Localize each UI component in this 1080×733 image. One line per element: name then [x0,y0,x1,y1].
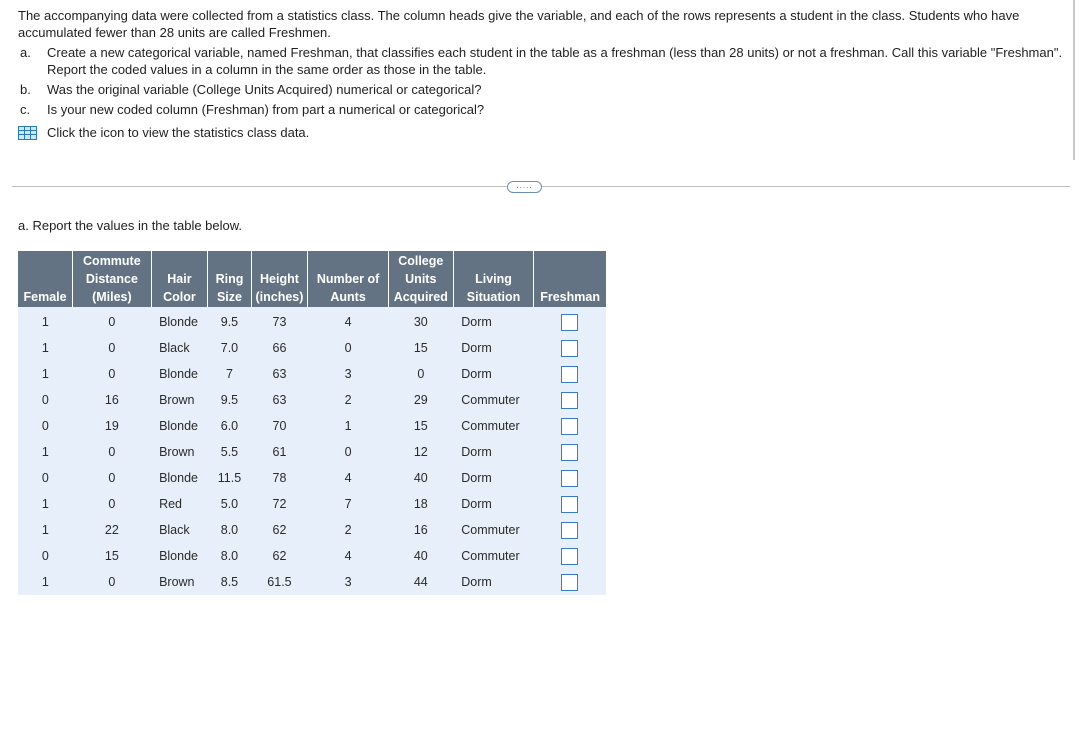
column-header [18,251,73,307]
table-cell: 63 [272,393,287,407]
freshman-cell [534,517,606,543]
table-cell: 0 [108,471,116,485]
freshman-cell [534,387,606,413]
column-header [151,251,208,307]
question-a [18,44,1063,78]
freshman-cell [534,361,606,387]
table-cell: Red [159,497,182,511]
table-cell: Commuter [461,523,520,537]
column-header-line: College [398,254,444,268]
table-cell: 9.5 [220,315,239,329]
table-cell: Commuter [461,419,520,433]
intro-text: The accompanying data were collected from a statistics class. The column heads give the variable, and each of the rows represents a student in the class. Students who have accumulated fewer than 28 units are called Freshmen. [18,8,1020,40]
column-header-line: Hair [167,272,192,286]
table-cell: Dorm [461,315,492,329]
question-c-label: c. [20,102,31,117]
table-cell: 1 [41,523,49,537]
table-cell: Brown [159,393,195,407]
freshman-cell [534,465,606,491]
table-cell: 0 [41,471,49,485]
table-cell: 0 [108,575,116,589]
table-cell: 40 [413,549,428,563]
table-cell: 5.0 [220,497,239,511]
table-row [18,491,606,517]
table-cell: Commuter [461,549,520,563]
table-cell: 8.0 [220,549,239,563]
column-header-line: Freshman [540,290,600,304]
table-cell: 0 [108,367,116,381]
table-cell: 62 [272,523,287,537]
column-header-line: Acquired [393,290,448,304]
table-cell: 1 [41,445,49,459]
table-cell: 63 [272,367,287,381]
table-cell: 29 [413,393,428,407]
table-cell: 0 [108,315,116,329]
table-cell: 78 [272,471,287,485]
table-row [18,335,606,361]
table-cell: 18 [413,497,428,511]
table-cell: 15 [104,549,119,563]
column-header-line: Living [475,272,512,286]
column-header-line: (inches) [255,290,304,304]
freshman-answer-input[interactable] [561,366,578,383]
table-cell: 11.5 [217,471,242,485]
table-row [18,413,606,439]
table-cell: 1 [41,497,49,511]
table-cell: Dorm [461,367,492,381]
table-cell: 3 [344,575,352,589]
table-row [18,307,606,335]
table-cell: 15 [413,341,428,355]
column-header-line: Female [23,290,67,304]
table-cell: 1 [344,419,352,433]
table-cell: 2 [344,393,352,407]
table-cell: Dorm [461,575,492,589]
table-cell: Brown [159,445,195,459]
table-row [18,517,606,543]
freshman-cell [534,413,606,439]
table-cell: 0 [108,497,116,511]
column-header-line: Units [405,272,437,286]
table-cell: 0 [41,549,49,563]
column-header-line: Ring [215,272,244,286]
table-cell: Brown [159,575,195,589]
column-header [453,251,533,307]
freshman-answer-input[interactable] [561,522,578,539]
table-cell: 22 [104,523,119,537]
table-cell: Dorm [461,341,492,355]
column-header-line: Height [260,272,299,286]
column-header [208,251,251,307]
column-header-line: (Miles) [92,290,132,304]
view-data-link-text[interactable]: Click the icon to view the statistics class data. [47,125,310,140]
table-cell: 1 [41,575,49,589]
table-cell: 61.5 [267,575,292,589]
table-cell: 0 [41,419,49,433]
table-cell: 6.0 [220,419,239,433]
table-cell: 4 [344,471,352,485]
question-b-text: Was the original variable (College Units Acquired) numerical or categorical? [47,82,482,97]
freshman-answer-input[interactable] [561,548,578,565]
freshman-answer-input[interactable] [561,392,578,409]
table-cell: Dorm [461,497,492,511]
table-cell: Commuter [461,393,520,407]
column-header-line: Commute [83,254,141,268]
freshman-answer-input[interactable] [561,444,578,461]
column-header [534,251,606,307]
table-cell: Blonde [159,419,198,433]
table-cell: 0 [344,445,352,459]
table-cell: 66 [272,341,287,355]
table-cell: 9.5 [220,393,239,407]
table-row [18,465,606,491]
table-cell: 1 [41,341,49,355]
statistics-data-table [18,251,606,595]
scrollbar[interactable] [1073,0,1075,160]
table-cell: 19 [104,419,119,433]
table-cell: 62 [272,549,287,563]
view-data-link[interactable] [18,124,1063,141]
freshman-cell [534,335,606,361]
table-cell: 4 [344,315,352,329]
column-header [251,251,308,307]
table-header-row [18,251,606,307]
freshman-answer-input[interactable] [561,470,578,487]
table-row [18,387,606,413]
freshman-cell [534,307,606,335]
table-cell: 44 [413,575,428,589]
table-cell: 72 [272,497,287,511]
table-cell: 0 [108,445,116,459]
freshman-answer-input[interactable] [561,340,578,357]
column-header-line: Aunts [330,290,366,304]
table-cell: 30 [413,315,428,329]
question-a-label: a. [20,45,31,60]
table-cell: 0 [41,393,49,407]
table-cell: Black [159,523,190,537]
table-cell: 8.0 [220,523,239,537]
table-grid-icon[interactable] [18,126,37,140]
part-a-instruction: a. Report the values in the table below. [18,218,243,233]
freshman-answer-input[interactable] [561,496,578,513]
column-header-line: Distance [85,272,138,286]
table-cell: Black [159,341,190,355]
freshman-answer-input[interactable] [561,418,578,435]
column-header-line: Situation [466,290,521,304]
table-cell: 12 [413,445,428,459]
table-cell: 70 [272,419,287,433]
table-cell: 0 [417,367,425,381]
table-cell: Dorm [461,445,492,459]
freshman-answer-input[interactable] [561,574,578,591]
table-cell: 1 [41,315,49,329]
question-a-text: Create a new categorical variable, named Freshman, that classifies each student in the table as a freshman (less than 28 units) or not a freshman. Call this variable "Freshman". Report the coded values in a column in the same order as those in the table. [47,45,1063,77]
column-header-line: Size [216,290,242,304]
table-cell: 1 [41,367,49,381]
table-cell: 7 [344,497,352,511]
table-row [18,569,606,595]
table-cell: 7.0 [220,341,239,355]
column-header-line: Number of [316,272,380,286]
freshman-cell [534,569,606,595]
table-cell: 40 [413,471,428,485]
table-row [18,361,606,387]
table-cell: 0 [108,341,116,355]
table-cell: 0 [344,341,352,355]
question-c [18,101,1063,118]
table-cell: 2 [344,523,352,537]
freshman-cell [534,491,606,517]
table-row [18,439,606,465]
table-cell: 73 [272,315,287,329]
question-b [18,81,1063,98]
table-cell: Blonde [159,471,198,485]
table-cell: 61 [272,445,287,459]
freshman-answer-input[interactable] [561,314,578,331]
freshman-cell [534,439,606,465]
freshman-cell [534,543,606,569]
question-b-label: b. [20,82,31,97]
problem-statement [18,7,1063,141]
column-header [388,251,453,307]
table-cell: Blonde [159,549,198,563]
table-cell: 15 [413,419,428,433]
question-c-text: Is your new coded column (Freshman) from part a numerical or categorical? [47,102,485,117]
table-cell: 7 [225,367,233,381]
column-header-line: Color [163,290,196,304]
table-cell: Dorm [461,471,492,485]
table-cell: 16 [104,393,119,407]
table-cell: 16 [413,523,428,537]
table-cell: Blonde [159,367,198,381]
column-header [308,251,388,307]
table-cell: 5.5 [220,445,239,459]
table-cell: 3 [344,367,352,381]
table-cell: 8.5 [220,575,239,589]
table-row [18,543,606,569]
expand-more-button[interactable]: ..... [507,181,542,193]
table-cell: Blonde [159,315,198,329]
column-header [73,251,151,307]
table-cell: 4 [344,549,352,563]
